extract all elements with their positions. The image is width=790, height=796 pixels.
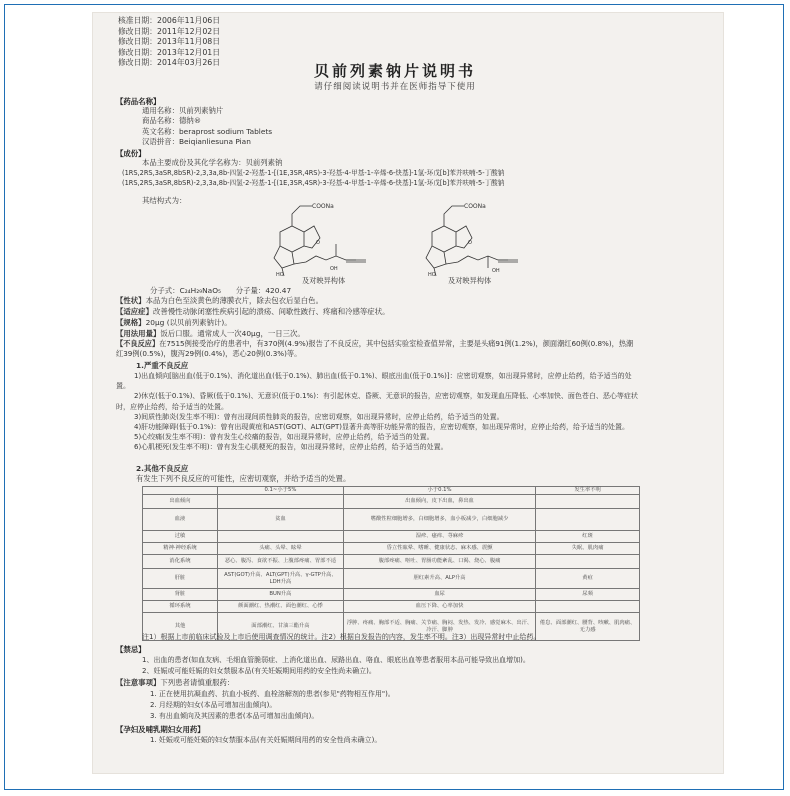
structure-formula-2 [392, 196, 532, 278]
serious-item: 4)肝功能障碍(低于0.1%)：曾有出现黄疸和AST(GOT)、ALT(GPT)显著升高等肝功能异常的报告，应密切观察，如出现异常时，应停止给药，给予适当的处置。 [134, 423, 629, 432]
structure-formula-1 [240, 196, 380, 278]
serious-items [116, 371, 638, 453]
table-cell: 面部潮红、甘油三酯升高 [218, 613, 344, 641]
isomer-label-2: 及对映异构体 [448, 276, 492, 285]
drug-name-line: 汉语拼音：Beiqianliesuna Pian [142, 137, 251, 147]
table-cell: BUN升高 [218, 589, 344, 601]
date-line: 核准日期：2006年11月06日 [118, 16, 221, 25]
table-cell: 昏立性眩晕、嗜睡、健康状态、麻木感、震颤 [343, 543, 535, 555]
pregnancy-item: 1. 妊娠或可能妊娠的妇女禁服本品(有关妊娠期间用药的安全性尚未确立)。 [150, 736, 382, 744]
table-cell [536, 601, 640, 613]
usage-text: 饭后口服。通常成人一次40μg，一日三次。 [160, 329, 305, 338]
serious-item: 6)心肌梗死(发生率不明)：曾有发生心肌梗死的报告，如出现异常时，应停止给药，给予适当的处置。 [134, 443, 448, 452]
table-cell: 出血倾向，皮下出血，鼻出血 [343, 495, 535, 509]
table-cell: 出血倾向 [143, 495, 218, 509]
section-contraindications: 【禁忌】 [116, 645, 146, 654]
section-properties [116, 296, 323, 306]
indication-text: 改善慢性动脉闭塞性疾病引起的溃疡、间歇性跛行、疼痛和冷感等症状。 [152, 307, 390, 316]
svg-text:OH: OH [330, 266, 338, 272]
table-row [143, 601, 640, 613]
serious-item: 2)休克(低于0.1%)、昏厥(低于0.1%)、无意识(低于0.1%)：有引起休克、昏厥、无意识的报告，应密切观察，如发现血压降低、心率加快、面色苍白、恶心等症状时，应停止给药，给予适当的处置。 [116, 392, 638, 411]
date-line: 修改日期：2013年11月08日 [118, 37, 221, 47]
caution-item: 2. 月经期的妇女(本品可增加出血倾向)。 [150, 701, 277, 709]
table-cell: 血尿 [343, 589, 535, 601]
caution-item: 1. 正在使用抗凝血药、抗血小板药、血栓溶解剂的患者(参见"药物相互作用")。 [150, 690, 395, 698]
section-cautions [116, 678, 234, 688]
chem-name-1: (1RS,2RS,3aSR,8bSR)-2,3,3a,8b-四氢-2-羟基-1-[(1E,3SR,4RS)-3-羟基-4-甲基-1-辛烯-6-炔基]-1氢-环戊[b]苯并呋喃-5-丁酸钠 [122, 169, 505, 177]
table-cell [536, 555, 640, 569]
table-header-cell: 0.1~小于5% [218, 487, 344, 495]
section-indication [116, 307, 389, 317]
composition-main: 本品主要成份及其化学名称为：贝前列素钠 [142, 158, 283, 167]
caution-header: 【注意事项】 [116, 678, 161, 687]
other-title: 2.其他不良反应 [136, 464, 189, 473]
table-cell: 肝脏 [143, 569, 218, 589]
table-cell: 肾脏 [143, 589, 218, 601]
date-line: 修改日期：2014年03月26日 [118, 58, 221, 68]
drug-name-line: 英文名称：beraprost sodium Tablets [142, 126, 273, 136]
adverse-header: 【不良反应】 [116, 339, 160, 348]
table-row [143, 543, 640, 555]
section-pregnancy: 【孕妇及哺乳期妇女用药】 [116, 725, 205, 734]
table-cell [218, 495, 344, 509]
table-cell: 血液 [143, 509, 218, 531]
table-cell: 过敏 [143, 531, 218, 543]
usage-header: 【用法用量】 [116, 329, 161, 338]
table-row [143, 589, 640, 601]
properties-header: 【性状】 [116, 296, 146, 305]
svg-text:COONa: COONa [464, 203, 486, 210]
svg-text:HO: HO [428, 272, 436, 278]
caution-intro: 下列患者请慎重服药： [160, 678, 235, 687]
drug-name-lines [142, 106, 272, 148]
drug-name-line: 通用名称：贝前列素钠片 [142, 106, 224, 115]
document-title: 贝前列素钠片说明书 [313, 62, 476, 80]
svg-text:O: O [468, 240, 472, 246]
table-cell [536, 495, 640, 509]
table-cell: 贫血 [218, 509, 344, 531]
table-footnote: 注1）根据上市前临床试验及上市后使用调查情况的统计。注2）根据自发报告的内容，发生率不明。注3）出现异常时中止给药。 [142, 633, 541, 641]
molecular-formula: 分子式：C₂₄H₂₉NaO₅ 分子量：420.47 [150, 286, 292, 295]
table-row [143, 555, 640, 569]
serious-item: 3)间质性肺炎(发生率不明)：曾有出现间质性肺炎的报告，应密切观察，如出现异常时，应停止给药，给予适当的处置。 [134, 412, 504, 421]
svg-text:COONa: COONa [312, 203, 334, 210]
table-cell: AST(GOT)升高、ALT(GPT)升高、γ-GTP升高、LDH升高 [218, 569, 344, 589]
table-cell: 红斑 [536, 531, 640, 543]
table-row [143, 509, 640, 531]
table-cell: 循环系统 [143, 601, 218, 613]
drug-name-line: 商品名称：德纳® [142, 116, 202, 126]
indication-header: 【适应症】 [116, 307, 153, 316]
table-row [143, 569, 640, 589]
table-cell: 尿频 [536, 589, 640, 601]
table-cell: 颜面潮红、热潮红、面色潮红、心悸 [218, 601, 344, 613]
table-cell: 血压下降、心率加快 [343, 601, 535, 613]
svg-text:O: O [316, 240, 320, 246]
serious-title: 1.严重不良反应 [136, 361, 189, 370]
properties-text: 本品为白色至淡黄色的薄膜衣片，除去包衣后显白色。 [145, 296, 323, 305]
document-subtitle: 请仔细阅读说明书并在医师指导下使用 [314, 82, 476, 92]
adverse-intro-block [116, 339, 638, 359]
table-cell: 头痛、头晕、眩晕 [218, 543, 344, 555]
spec-header: 【规格】 [116, 318, 146, 327]
table-header-cell: 小于0.1% [343, 487, 535, 495]
table-cell: 胆红素升高、ALP升高 [343, 569, 535, 589]
table-header-cell [143, 487, 218, 495]
adverse-reaction-table [142, 486, 640, 641]
table-cell: 恶心、腹泻、食欲不振、上腹部疼痛、胃部不适 [218, 555, 344, 569]
table-cell: 嗜酸性粒细胞增多，白细胞增多，血小板减少，白细胞减少 [343, 509, 535, 531]
isomer-label-1: 及对映异构体 [302, 276, 346, 285]
table-header-row [143, 487, 640, 495]
date-line: 修改日期：2013年12月01日 [118, 47, 221, 57]
spec-text: 20μg (以贝前列素钠计)。 [145, 318, 232, 327]
table-cell: 浮肿、疼痛、胸部不适、胸痛、关节痛、胸闷、发热、发冷、感觉麻木、出汗、冷汗、脚肿 [343, 613, 535, 641]
contra-item: 1、出血的患者(如血友病、毛细血管脆弱症、上消化道出血、尿路出血、咯血、眼底出血等患者服用本品可能导致出血增加)。 [142, 656, 530, 664]
table-cell: 黄疸 [536, 569, 640, 589]
table-cell: 失眠、肌肉痛 [536, 543, 640, 555]
table-row [143, 531, 640, 543]
table-cell: 湿疹、瘙痒、荨麻疹 [343, 531, 535, 543]
table-cell: 消化系统 [143, 555, 218, 569]
chem-name-2: (1RS,2RS,3aSR,8bSR)-2,3,3a,8b-四氢-2-羟基-1-[(1E,3SR,4SR)-3-羟基-4-甲基-1-辛烯-6-炔基]-1氢-环戊[b]苯并呋喃-5-丁酸钠 [122, 179, 505, 187]
section-composition: 【成份】 [116, 149, 146, 158]
structure-label: 其结构式为： [142, 196, 187, 205]
serious-item: 1)出血倾向[脑出血(低于0.1%)、消化道出血(低于0.1%)、肺出血(低于0.1%)、眼底出血(低于0.1%)]：应密切观察，如出现异常时，应停止给药，给予适当的处置。 [116, 372, 632, 391]
svg-text:HO: HO [276, 272, 284, 278]
other-intro: 有发生下列不良反应的可能性，应密切观察，并给予适当的处置。 [136, 474, 351, 483]
table-row [143, 495, 640, 509]
section-spec [116, 318, 232, 328]
table-cell: 腹部疼痛、呕吐、胃肠功能紊乱、口渴、烧心、腹痛 [343, 555, 535, 569]
table-cell: 其他 [143, 613, 218, 641]
svg-text:OH: OH [492, 268, 500, 274]
contra-item: 2、妊娠或可能妊娠的妇女禁服本品(有关妊娠期间用药的安全性尚未确立)。 [142, 667, 376, 675]
table-cell [536, 509, 640, 531]
table-header-cell: 发生率不明 [536, 487, 640, 495]
table-cell: 倦怠、面部潮红、腰背、咳嗽、肌肉痛、无力感 [536, 613, 640, 641]
section-usage [116, 329, 305, 339]
adverse-intro: 在7515例接受治疗的患者中，有370例(4.9%)报告了不良反应，其中包括实验室检查值异常，主要是头痛91例(1.2%)，颜面潮红60例(0.8%)，热潮红39例(0.5%)，腹泻29例(0.4%)，恶心20例(0.3%)等。 [116, 339, 634, 359]
table-cell: 精神·神经系统 [143, 543, 218, 555]
caution-item: 3. 有出血倾向及其因素的患者(本品可增加出血倾向)。 [150, 712, 319, 720]
section-drug-name: 【药品名称】 [116, 97, 161, 106]
date-line: 修改日期：2011年12月02日 [118, 26, 221, 36]
table-cell [218, 531, 344, 543]
serious-item: 5)心绞痛(发生率不明)：曾有发生心绞痛的报告，如出现异常时，应停止给药，给予适当的处置。 [134, 433, 434, 442]
